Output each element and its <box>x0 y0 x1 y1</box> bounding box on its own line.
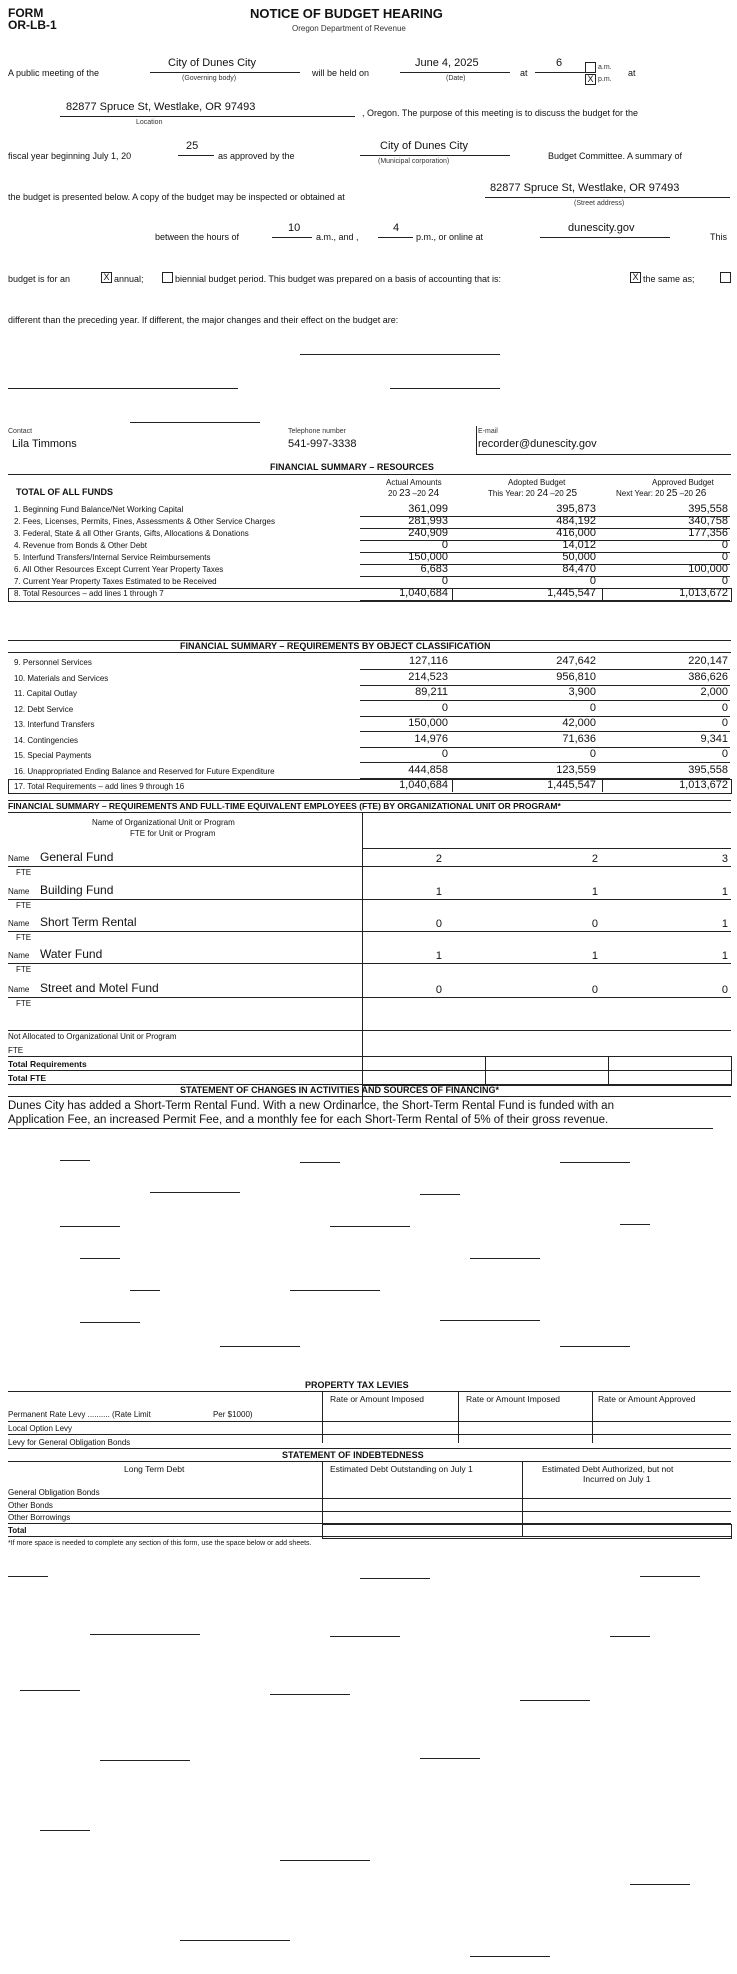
notice-text: at <box>520 68 528 78</box>
debt-col-header: Estimated Debt Authorized, but not <box>542 1464 674 1474</box>
fte-adopted[interactable]: 2 <box>591 853 598 865</box>
resource-approved[interactable]: 100,000 <box>688 563 728 575</box>
requirement-adopted[interactable]: 247,642 <box>556 655 596 667</box>
pm-checkbox[interactable]: X <box>585 74 596 85</box>
requirement-row-label: 11. Capital Outlay <box>14 689 77 698</box>
requirement-adopted[interactable]: 1,445,547 <box>547 779 596 791</box>
requirement-approved[interactable]: 2,000 <box>700 686 728 698</box>
notice-text: budget is for an <box>8 274 71 284</box>
requirement-actual[interactable]: 127,116 <box>409 655 448 667</box>
notice-text: between the hours of <box>155 232 240 242</box>
requirement-adopted[interactable]: 42,000 <box>562 717 596 729</box>
resource-row-label: 8. Total Resources – add lines 1 through 7 <box>14 589 164 598</box>
street-address-field[interactable]: 82877 Spruce St, Westlake, OR 97493 <box>490 182 680 194</box>
notice-text: Budget Committee. A summary of <box>548 151 683 161</box>
row-rule <box>8 931 731 932</box>
resource-actual[interactable]: 150,000 <box>408 551 448 563</box>
fte-name-label: Name <box>8 985 30 994</box>
requirement-actual[interactable]: 1,040,684 <box>399 779 448 791</box>
total-resources-box <box>8 588 732 602</box>
form-label: FORM <box>8 6 44 20</box>
total-funds-label: TOTAL OF ALL FUNDS <box>16 487 113 497</box>
debt-col-header: Long Term Debt <box>124 1464 185 1474</box>
resource-approved[interactable]: 0 <box>721 575 728 587</box>
fte-actual[interactable]: 2 <box>435 853 442 865</box>
fte-approved[interactable]: 1 <box>721 950 728 962</box>
requirement-row-label: 15. Special Payments <box>14 751 92 760</box>
hour-from-field[interactable]: 10 <box>288 222 301 234</box>
not-allocated-label: Not Allocated to Organizational Unit or Program <box>8 1032 177 1041</box>
col-header: Adopted Budget <box>508 478 566 487</box>
fte-col-header: FTE for Unit or Program <box>130 829 216 838</box>
col-header-years: 20 23 –20 24 <box>388 488 440 499</box>
requirement-approved[interactable]: 0 <box>721 748 728 760</box>
fte-name-label: Name <box>8 919 30 928</box>
total-requirements-box <box>8 779 732 794</box>
requirement-approved[interactable]: 386,626 <box>688 670 728 683</box>
requirement-row-label: 16. Unappropriated Ending Balance and Reserved for Future Expenditure <box>14 766 275 776</box>
tax-col-header: Rate or Amount Approved <box>598 1394 696 1404</box>
fte-approved[interactable]: 0 <box>721 984 728 996</box>
col-divider <box>452 588 453 600</box>
phone-field[interactable]: 541-997-3338 <box>288 438 357 450</box>
resource-actual[interactable]: 0 <box>441 575 448 587</box>
field-caption: Location <box>136 119 163 126</box>
resource-approved[interactable]: 1,013,672 <box>679 587 728 599</box>
resource-actual[interactable]: 6,683 <box>420 563 448 575</box>
fte-unit-name[interactable]: Street and Motel Fund <box>40 981 159 995</box>
requirement-adopted[interactable]: 0 <box>589 701 596 714</box>
fte-approved[interactable]: 3 <box>721 853 728 865</box>
fte-actual[interactable]: 1 <box>435 886 442 898</box>
field-caption: (Street address) <box>574 200 625 207</box>
tax-col-header: Rate or Amount Imposed <box>330 1394 425 1404</box>
resources-heading: FINANCIAL SUMMARY – RESOURCES <box>270 462 434 472</box>
fte-unit-name[interactable]: Short Term Rental <box>40 915 137 929</box>
resource-approved[interactable]: 340,758 <box>688 515 728 527</box>
col-header: Approved Budget <box>652 478 714 487</box>
fiscal-year-field[interactable]: 25 <box>186 140 199 152</box>
fte-label: FTE <box>16 965 32 974</box>
requirement-adopted[interactable]: 956,810 <box>556 670 596 683</box>
same-as-checkbox[interactable]: X <box>630 272 641 283</box>
fte-heading: FINANCIAL SUMMARY – REQUIREMENTS AND FULL-TIME EQUIVALENT EMPLOYEES (FTE) BY ORGANIZATIONAL UNIT OR PROGRAM* <box>8 801 561 811</box>
resource-adopted[interactable]: 14,012 <box>562 539 596 551</box>
requirement-approved[interactable]: 220,147 <box>688 655 728 667</box>
notice-text: p.m., or online at <box>416 232 484 242</box>
resource-adopted[interactable]: 484,192 <box>556 515 596 527</box>
requirement-approved[interactable]: 1,013,672 <box>679 779 728 791</box>
row-rule <box>8 1511 731 1512</box>
different-checkbox[interactable] <box>720 272 731 283</box>
fte-unit-name[interactable]: General Fund <box>40 850 114 864</box>
tax-row-go-bonds: Levy for General Obligation Bonds <box>8 1438 131 1447</box>
resource-approved[interactable]: 0 <box>721 539 728 551</box>
location-field[interactable]: 82877 Spruce St, Westlake, OR 97493 <box>66 101 256 113</box>
fte-unit-name[interactable]: Water Fund <box>40 947 103 961</box>
requirements-heading: FINANCIAL SUMMARY – REQUIREMENTS BY OBJECT CLASSIFICATION <box>180 641 491 651</box>
fte-label: FTE <box>8 1046 24 1055</box>
tax-row-local-option: Local Option Levy <box>8 1424 73 1433</box>
requirement-row-label: 10. Materials and Services <box>14 673 109 683</box>
row-rule <box>8 1498 731 1499</box>
department: Oregon Department of Revenue <box>292 24 406 33</box>
field-caption: (Date) <box>446 75 466 82</box>
resource-row-label: 1. Beginning Fund Balance/Net Working Capital <box>14 505 184 514</box>
fte-col-header: Name of Organizational Unit or Program <box>92 818 235 827</box>
resource-row-label: 5. Interfund Transfers/Internal Service Reimbursements <box>14 553 211 562</box>
notice-text: A public meeting of the <box>8 68 100 78</box>
col-divider <box>602 588 603 600</box>
debt-row-label: Other Borrowings <box>8 1513 71 1522</box>
requirement-approved[interactable]: 0 <box>721 717 728 729</box>
annual-checkbox[interactable]: X <box>101 272 112 283</box>
resource-adopted[interactable]: 0 <box>589 575 596 587</box>
notice-text: the same as; <box>643 274 695 284</box>
notice-text: as approved by the <box>218 151 295 161</box>
requirement-actual[interactable]: 14,976 <box>414 732 448 745</box>
notice-text: , Oregon. The purpose of this meeting is to discuss the budget for the <box>362 108 638 118</box>
requirement-adopted[interactable]: 71,636 <box>562 732 596 745</box>
biennial-checkbox[interactable] <box>162 272 173 283</box>
requirement-actual[interactable]: 0 <box>441 748 448 760</box>
fte-name-label: Name <box>8 854 30 863</box>
contact-name[interactable]: Lila Timmons <box>12 438 77 450</box>
resource-row-label: 2. Fees, Licenses, Permits, Fines, Assessments & Other Service Charges <box>14 517 275 526</box>
tax-col-header: Rate or Amount Imposed <box>466 1394 561 1404</box>
phone-label: Telephone number <box>288 428 346 435</box>
property-tax-heading: PROPERTY TAX LEVIES <box>305 1380 409 1390</box>
statement-heading: STATEMENT OF CHANGES IN ACTIVITIES AND SOURCES OF FINANCING* <box>180 1085 500 1095</box>
resource-adopted[interactable]: 50,000 <box>562 551 596 563</box>
resource-approved[interactable]: 395,558 <box>688 503 728 515</box>
resource-adopted[interactable]: 416,000 <box>556 527 596 539</box>
email-label: E-mail <box>478 428 498 435</box>
form-number: OR-LB-1 <box>8 18 57 32</box>
requirement-approved[interactable]: 9,341 <box>700 732 728 745</box>
indebtedness-heading: STATEMENT OF INDEBTEDNESS <box>282 1450 424 1460</box>
notice-text: annual; <box>114 274 144 284</box>
row-rule <box>8 866 731 867</box>
website-field[interactable]: dunescity.gov <box>568 222 635 234</box>
notice-text: the budget is presented below. A copy of the budget may be inspected or obtained at <box>8 192 345 202</box>
requirement-row-label: 12. Debt Service <box>14 704 74 714</box>
resource-approved[interactable]: 0 <box>721 551 728 563</box>
requirement-actual[interactable]: 150,000 <box>408 717 448 729</box>
fte-actual[interactable]: 0 <box>435 984 442 996</box>
notice-text: at <box>628 68 636 78</box>
requirement-adopted[interactable]: 123,559 <box>556 763 596 776</box>
resource-approved[interactable]: 177,356 <box>688 527 728 539</box>
requirement-approved[interactable]: 395,558 <box>688 763 728 776</box>
notice-text: This <box>710 232 728 242</box>
footnote: *If more space is needed to complete any section of this form, use the space below or add sheets. <box>8 1540 312 1547</box>
corporation-field[interactable]: City of Dunes City <box>380 140 469 152</box>
resource-adopted[interactable]: 84,470 <box>562 563 596 575</box>
resource-adopted[interactable]: 395,873 <box>556 503 596 515</box>
fte-label: FTE <box>16 933 32 942</box>
notice-text: fiscal year beginning July 1, 20 <box>8 151 132 161</box>
fte-adopted[interactable]: 1 <box>591 886 598 898</box>
requirement-actual[interactable]: 0 <box>441 701 448 714</box>
total-fte-label: Total FTE <box>8 1073 47 1083</box>
fte-adopted[interactable]: 0 <box>591 984 598 996</box>
hour-to-field[interactable]: 4 <box>393 222 400 234</box>
fte-name-label: Name <box>8 887 30 896</box>
am-label: a.m. <box>598 64 612 71</box>
debt-row-label: Other Bonds <box>8 1500 53 1510</box>
statement-text-1: Dunes City has added a Short-Term Rental Fund. With a new Ordinance, the Short-Term Rental Fund is funded with an <box>8 1100 614 1112</box>
notice-text: different than the preceding year. If different, the major changes and their effect on the budget are: <box>8 315 399 325</box>
meeting-date-field[interactable]: June 4, 2025 <box>415 57 479 69</box>
row-rule <box>8 997 731 998</box>
resource-actual[interactable]: 0 <box>441 539 448 551</box>
tax-row-permanent: Permanent Rate Levy .......... (Rate Limit Per $1000) <box>8 1410 253 1419</box>
statement-text-2: Application Fee, an increased Permit Fee, and a monthly fee for each Short-Term Rental of 5% of their gross revenue. <box>8 1114 609 1126</box>
col-divider <box>602 779 603 792</box>
debt-row-label: General Obligation Bonds <box>8 1488 100 1497</box>
fte-unit-name[interactable]: Building Fund <box>40 883 114 897</box>
field-caption: (Municipal corporation) <box>378 158 450 165</box>
fte-label: FTE <box>16 868 32 877</box>
row-rule <box>8 963 731 964</box>
resource-actual[interactable]: 1,040,684 <box>399 587 448 599</box>
fte-approved[interactable]: 1 <box>721 886 728 898</box>
resource-row-label: 3. Federal, State & all Other Grants, Gifts, Allocations & Donations <box>14 529 249 538</box>
am-checkbox[interactable] <box>585 62 596 73</box>
resource-actual[interactable]: 361,099 <box>408 503 448 515</box>
debt-row-label: Total <box>8 1525 27 1535</box>
row-rule <box>8 899 731 900</box>
notice-text: biennial budget period. This budget was prepared on a basis of accounting that is: <box>175 274 502 284</box>
fte-adopted[interactable]: 1 <box>591 950 598 962</box>
col-header: Actual Amounts <box>386 478 442 487</box>
requirement-adopted[interactable]: 0 <box>589 748 596 760</box>
requirement-actual[interactable]: 444,858 <box>408 763 448 776</box>
fte-actual[interactable]: 0 <box>435 918 442 930</box>
debt-col-header: Estimated Debt Outstanding on July 1 <box>330 1464 473 1474</box>
col-header-years: This Year: 20 24 –20 25 <box>488 488 578 499</box>
col-header-years: Next Year: 20 25 –20 26 <box>616 488 707 499</box>
requirement-row-label: 14. Contingencies <box>14 735 79 745</box>
page-title: NOTICE OF BUDGET HEARING <box>250 6 443 21</box>
requirement-approved[interactable]: 0 <box>721 701 728 714</box>
requirement-row-label: 13. Interfund Transfers <box>14 720 95 729</box>
requirement-row-label: 17. Total Requirements – add lines 9 through 16 <box>14 782 185 791</box>
resource-row-label: 7. Current Year Property Taxes Estimated to be Received <box>14 577 217 586</box>
notice-text: a.m., and , <box>316 232 359 242</box>
resource-row-label: 4. Revenue from Bonds & Other Debt <box>14 541 147 550</box>
meeting-time-field[interactable]: 6 <box>556 57 563 69</box>
governing-body-field[interactable]: City of Dunes City <box>168 57 257 69</box>
resource-actual[interactable]: 240,909 <box>408 527 448 539</box>
field-caption: (Governing body) <box>182 75 237 82</box>
resource-adopted[interactable]: 1,445,547 <box>547 587 596 599</box>
email-field[interactable]: recorder@dunescity.gov <box>478 438 597 450</box>
fte-adopted[interactable]: 0 <box>591 918 598 930</box>
notice-text: will be held on <box>312 68 370 78</box>
requirement-adopted[interactable]: 3,900 <box>568 686 596 698</box>
resource-row-label: 6. All Other Resources Except Current Year Property Taxes <box>14 565 224 574</box>
resource-actual[interactable]: 281,993 <box>408 515 448 527</box>
debt-col-header: Incurred on July 1 <box>583 1474 651 1484</box>
fte-label: FTE <box>16 901 32 910</box>
fte-approved[interactable]: 1 <box>721 918 728 930</box>
fte-name-label: Name <box>8 951 30 960</box>
requirement-actual[interactable]: 89,211 <box>415 686 448 698</box>
contact-label: Contact <box>8 428 33 435</box>
pm-label: p.m. <box>598 76 612 83</box>
fte-actual[interactable]: 1 <box>435 950 442 962</box>
fte-label: FTE <box>16 999 32 1008</box>
requirement-row-label: 9. Personnel Services <box>14 658 92 667</box>
requirement-actual[interactable]: 214,523 <box>408 670 448 683</box>
col-divider <box>452 779 453 792</box>
total-requirements-label: Total Requirements <box>8 1059 87 1069</box>
